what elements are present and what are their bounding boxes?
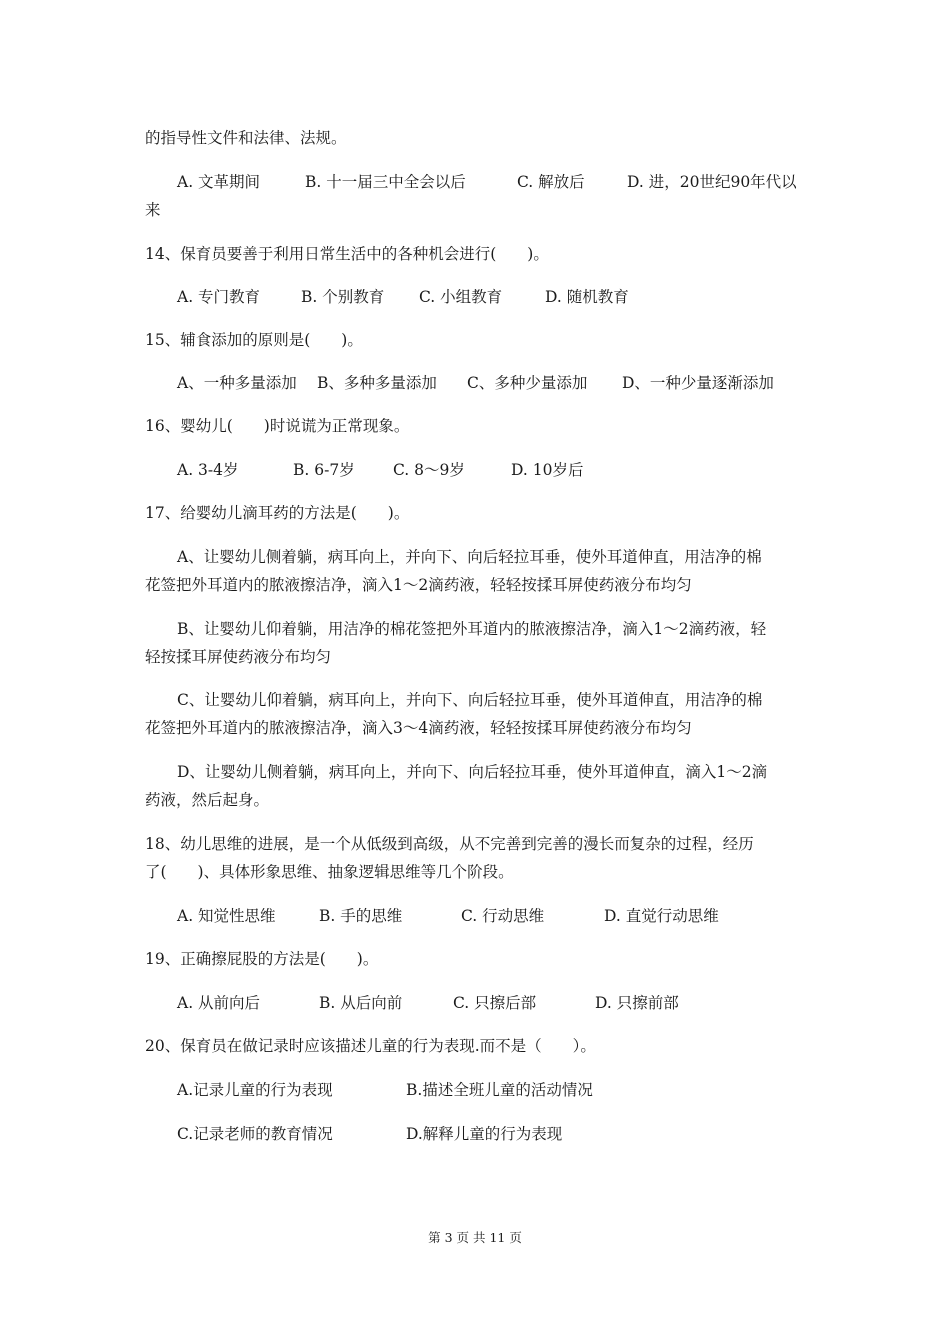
q16-stem: 16、婴幼儿( )时说谎为正常现象。 <box>145 417 410 435</box>
q17-option-d-line2: 药液，然后起身。 <box>145 791 270 809</box>
q19-option-a: A. 从前向后 <box>177 994 261 1012</box>
q20-option-a: A.记录儿童的行为表现 <box>177 1081 333 1099</box>
q14-option-a: A. 专门教育 <box>177 288 261 306</box>
q16-option-c: C. 8～9岁 <box>393 461 465 479</box>
q17-option-c-line1: C、让婴幼儿仰着躺，病耳向上，并向下、向后轻拉耳垂，使外耳道伸直，用洁净的棉 <box>177 691 763 709</box>
q17-option-a-line1: A、让婴幼儿侧着躺，病耳向上，并向下、向后轻拉耳垂，使外耳道伸直，用洁净的棉 <box>177 548 762 566</box>
q13-option-d: D. 进，20世纪90年代以 <box>627 173 797 191</box>
q20-options-row1 <box>177 1080 842 1100</box>
q20-options-row2 <box>177 1124 842 1144</box>
q14-option-c: C. 小组教育 <box>419 288 503 306</box>
q15-option-d: D、一种少量逐渐添加 <box>622 374 774 392</box>
q18-option-b: B. 手的思维 <box>319 907 403 925</box>
q20-option-b: B.描述全班儿童的活动情况 <box>406 1081 593 1099</box>
q15-option-b: B、多种多量添加 <box>317 374 437 392</box>
q18-stem-line1: 18、幼儿思维的进展，是一个从低级到高级，从不完善到完善的漫长而复杂的过程，经历 <box>145 835 754 853</box>
q16-option-a: A. 3-4岁 <box>177 461 239 479</box>
q19-option-b: B. 从后向前 <box>319 994 403 1012</box>
q15-stem: 15、辅食添加的原则是( )。 <box>145 331 363 349</box>
q18-stem-line2: 了( )、具体形象思维、抽象逻辑思维等几个阶段。 <box>145 863 514 881</box>
q19-stem: 19、正确擦屁股的方法是( )。 <box>145 950 379 968</box>
q15-option-a: A、一种多量添加 <box>177 374 297 392</box>
q13-options <box>177 172 842 192</box>
q15-options <box>177 373 842 393</box>
q18-option-d: D. 直觉行动思维 <box>604 907 719 925</box>
q20-option-c: C.记录老师的教育情况 <box>177 1125 333 1143</box>
q18-option-c: C. 行动思维 <box>461 907 545 925</box>
q19-option-c: C. 只擦后部 <box>453 994 537 1012</box>
q17-option-a-line2: 花签把外耳道内的脓液擦洁净，滴入1～2滴药液，轻轻按揉耳屏使药液分布均匀 <box>145 576 692 594</box>
q17-stem: 17、给婴幼儿滴耳药的方法是( )。 <box>145 504 410 522</box>
q14-option-b: B. 个别教育 <box>301 288 385 306</box>
q17-option-c-line2: 花签把外耳道内的脓液擦洁净，滴入3～4滴药液，轻轻按揉耳屏使药液分布均匀 <box>145 719 692 737</box>
q18-options <box>177 906 842 926</box>
q15-option-c: C、多种少量添加 <box>467 374 588 392</box>
q17-option-b-line2: 轻按揉耳屏使药液分布均匀 <box>145 648 332 666</box>
q17-option-b-line1: B、让婴幼儿仰着躺，用洁净的棉花签把外耳道内的脓液擦洁净，滴入1～2滴药液，轻 <box>177 620 767 638</box>
q18-option-a: A. 知觉性思维 <box>177 907 276 925</box>
q19-options <box>177 993 842 1013</box>
q17-option-d-line1: D、让婴幼儿侧着躺，病耳向上，并向下、向后轻拉耳垂，使外耳道伸直，滴入1～2滴 <box>177 763 768 781</box>
q14-options <box>177 287 842 307</box>
q13-option-c: C. 解放后 <box>517 173 585 191</box>
q20-stem: 20、保育员在做记录时应该描述儿童的行为表现.而不是（ ）。 <box>145 1037 596 1055</box>
q13-option-a: A. 文革期间 <box>177 173 261 191</box>
page-footer: 第 3 页 共 11 页 <box>428 1230 522 1245</box>
q13-option-b: B. 十一届三中全会以后 <box>305 173 466 191</box>
q16-options <box>177 460 842 480</box>
q20-option-d: D.解释儿童的行为表现 <box>406 1125 563 1143</box>
q16-option-d: D. 10岁后 <box>511 461 584 479</box>
q14-option-d: D. 随机教育 <box>545 288 629 306</box>
q13-option-d-cont: 来 <box>145 201 161 219</box>
intro-text: 的指导性文件和法律、法规。 <box>145 129 347 147</box>
q16-option-b: B. 6-7岁 <box>293 461 355 479</box>
q19-option-d: D. 只擦前部 <box>595 994 679 1012</box>
q14-stem: 14、保育员要善于利用日常生活中的各种机会进行( )。 <box>145 245 549 263</box>
